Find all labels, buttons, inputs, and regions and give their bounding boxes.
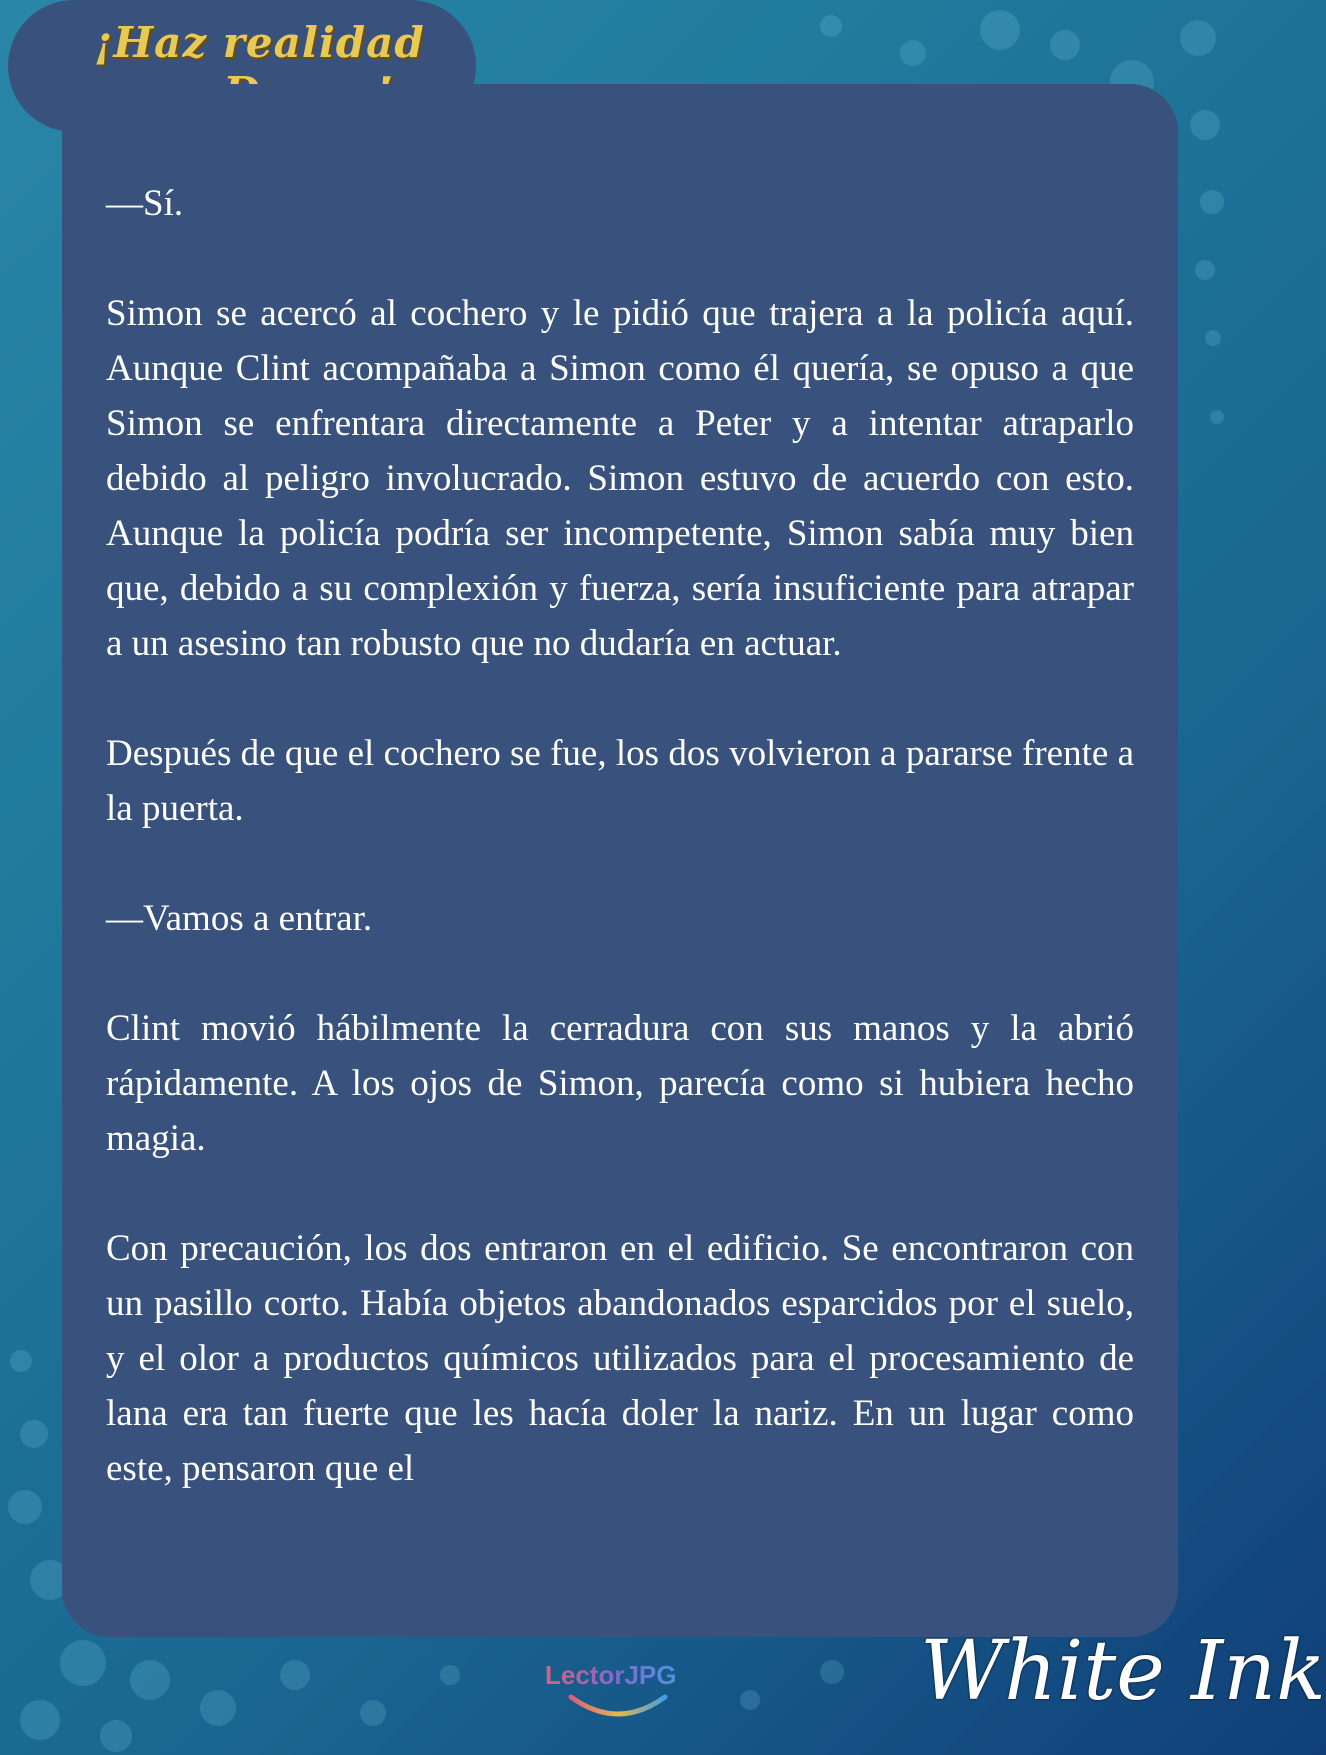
smile-arc-icon xyxy=(563,1691,673,1725)
paragraph: Con precaución, los dos entraron en el edificio. Se encontraron con un pasillo corto. Había objetos abandonados esparcidos por el suelo, y el olor a productos químicos utilizados para el procesamiento de lana era tan fuerte que les hacía doler la nariz. En un lugar como este, pensaron que el xyxy=(106,1228,1134,1489)
story-text xyxy=(106,176,1134,1496)
paragraph: Simon se acercó al cochero y le pidió que trajera a la policía aquí. Aunque Clint acompañaba a Simon como él quería, se opuso a que Simon se enfrentara directamente a Peter y a intentar atraparlo debido al peligro involucrado. Simon estuvo de acuerdo con esto. Aunque la policía podría ser incompetente, Simon sabía muy bien que, debido a su complexión y fuerza, sería insuficiente para atrapar a un asesino tan robusto que no dudaría en actuar. xyxy=(106,293,1134,664)
signature-white-ink: White Ink xyxy=(920,1624,1326,1719)
paragraph: —Sí. xyxy=(106,183,184,224)
watermark-text: LectorJPG xyxy=(545,1660,695,1691)
logo-line1: ¡Haz realidad xyxy=(94,18,425,67)
lectorjpg-watermark xyxy=(545,1660,695,1730)
paragraph: —Vamos a entrar. xyxy=(106,898,373,939)
paragraph: Clint movió hábilmente la cerradura con sus manos y la abrió rápidamente. A los ojos de Simon, parecía como si hubiera hecho magia. xyxy=(106,1008,1134,1159)
paragraph: Después de que el cochero se fue, los dos volvieron a pararse frente a la puerta. xyxy=(106,733,1134,829)
